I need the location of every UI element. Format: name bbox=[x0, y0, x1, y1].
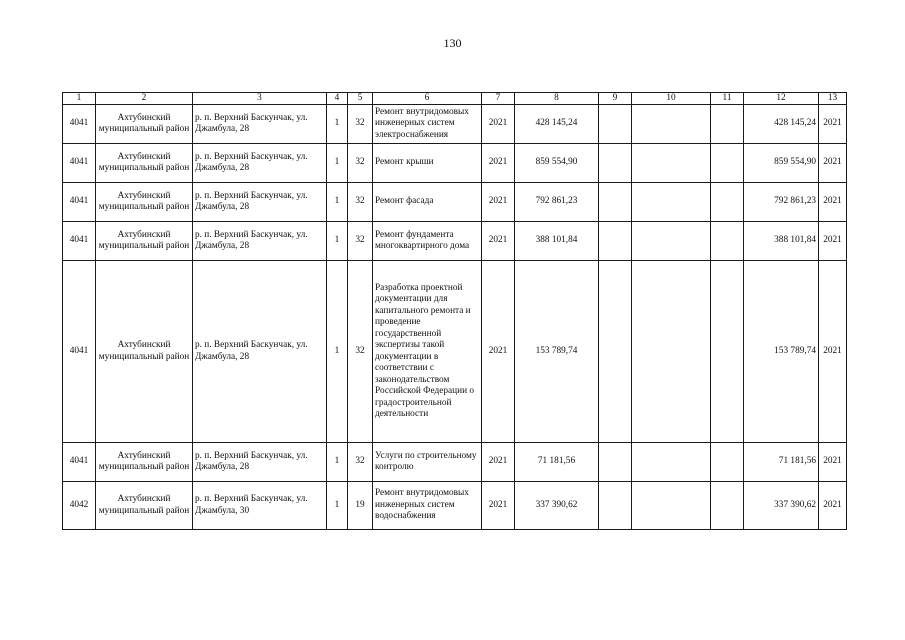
work-type-cell: Ремонт фасада bbox=[373, 183, 482, 222]
address-cell: р. п. Верхний Баскунчак, ул. Джамбула, 28 bbox=[193, 105, 327, 144]
column-header: 5 bbox=[348, 93, 373, 105]
col9-cell bbox=[599, 261, 632, 443]
table-row bbox=[63, 105, 847, 144]
col9-cell bbox=[599, 144, 632, 183]
total-cell: 153 789,74 bbox=[744, 261, 819, 443]
col9-cell bbox=[599, 443, 632, 482]
row-id: 4041 bbox=[63, 261, 96, 443]
col10-cell bbox=[632, 105, 711, 144]
cost-cell: 428 145,24 bbox=[515, 105, 599, 144]
year-end-cell: 2021 bbox=[819, 144, 847, 183]
row-id: 4041 bbox=[63, 144, 96, 183]
page-number: 130 bbox=[443, 36, 462, 50]
year-cell: 2021 bbox=[482, 105, 515, 144]
col9-cell bbox=[599, 183, 632, 222]
col5-cell: 32 bbox=[348, 443, 373, 482]
col11-cell bbox=[711, 144, 744, 183]
address-cell: р. п. Верхний Баскунчак, ул. Джамбула, 30 bbox=[193, 482, 327, 530]
address-cell: р. п. Верхний Баскунчак, ул. Джамбула, 28 bbox=[193, 144, 327, 183]
year-end-cell: 2021 bbox=[819, 222, 847, 261]
row-id: 4041 bbox=[63, 443, 96, 482]
row-id: 4041 bbox=[63, 222, 96, 261]
municipality-cell: Ахтубинский муниципальный район bbox=[96, 482, 193, 530]
year-end-cell: 2021 bbox=[819, 482, 847, 530]
col10-cell bbox=[632, 261, 711, 443]
address-cell: р. п. Верхний Баскунчак, ул. Джамбула, 28 bbox=[193, 183, 327, 222]
cost-cell: 388 101,84 bbox=[515, 222, 599, 261]
col11-cell bbox=[711, 222, 744, 261]
column-header: 13 bbox=[819, 93, 847, 105]
col5-cell: 32 bbox=[348, 183, 373, 222]
work-type-cell: Ремонт крыши bbox=[373, 144, 482, 183]
col10-cell bbox=[632, 222, 711, 261]
col4-cell: 1 bbox=[327, 222, 348, 261]
year-end-cell: 2021 bbox=[819, 443, 847, 482]
total-cell: 428 145,24 bbox=[744, 105, 819, 144]
cost-cell: 792 861,23 bbox=[515, 183, 599, 222]
total-cell: 388 101,84 bbox=[744, 222, 819, 261]
municipality-cell: Ахтубинский муниципальный район bbox=[96, 183, 193, 222]
col11-cell bbox=[711, 261, 744, 443]
table-row bbox=[63, 144, 847, 183]
column-header: 1 bbox=[63, 93, 96, 105]
address-cell: р. п. Верхний Баскунчак, ул. Джамбула, 28 bbox=[193, 222, 327, 261]
col4-cell: 1 bbox=[327, 183, 348, 222]
col5-cell: 32 bbox=[348, 261, 373, 443]
municipality-cell: Ахтубинский муниципальный район bbox=[96, 222, 193, 261]
table-row bbox=[63, 222, 847, 261]
cost-cell: 71 181,56 bbox=[515, 443, 599, 482]
col10-cell bbox=[632, 443, 711, 482]
column-header: 2 bbox=[96, 93, 193, 105]
col4-cell: 1 bbox=[327, 144, 348, 183]
column-header: 11 bbox=[711, 93, 744, 105]
col11-cell bbox=[711, 183, 744, 222]
col10-cell bbox=[632, 183, 711, 222]
col4-cell: 1 bbox=[327, 443, 348, 482]
col10-cell bbox=[632, 482, 711, 530]
col5-cell: 32 bbox=[348, 144, 373, 183]
address-cell: р. п. Верхний Баскунчак, ул. Джамбула, 28 bbox=[193, 261, 327, 443]
total-cell: 337 390,62 bbox=[744, 482, 819, 530]
col4-cell: 1 bbox=[327, 482, 348, 530]
year-cell: 2021 bbox=[482, 222, 515, 261]
row-id: 4041 bbox=[63, 105, 96, 144]
col11-cell bbox=[711, 482, 744, 530]
year-cell: 2021 bbox=[482, 443, 515, 482]
table-row bbox=[63, 183, 847, 222]
column-header: 8 bbox=[515, 93, 599, 105]
work-type-cell: Разработка проектной документации для капитального ремонта и проведение государственной экспертизы такой документации в соответствии с законодательством Российской Федерации о градостроительной деятельности bbox=[373, 261, 482, 443]
total-cell: 71 181,56 bbox=[744, 443, 819, 482]
column-header: 12 bbox=[744, 93, 819, 105]
col9-cell bbox=[599, 222, 632, 261]
column-header: 10 bbox=[632, 93, 711, 105]
col5-cell: 19 bbox=[348, 482, 373, 530]
total-cell: 792 861,23 bbox=[744, 183, 819, 222]
column-number-row bbox=[63, 93, 847, 105]
table-row bbox=[63, 443, 847, 482]
col11-cell bbox=[711, 105, 744, 144]
cost-cell: 153 789,74 bbox=[515, 261, 599, 443]
col4-cell: 1 bbox=[327, 261, 348, 443]
municipality-cell: Ахтубинский муниципальный район bbox=[96, 105, 193, 144]
municipality-cell: Ахтубинский муниципальный район bbox=[96, 443, 193, 482]
column-header: 4 bbox=[327, 93, 348, 105]
table-row bbox=[63, 261, 847, 443]
col5-cell: 32 bbox=[348, 222, 373, 261]
work-type-cell: Услуги по строительному контролю bbox=[373, 443, 482, 482]
year-end-cell: 2021 bbox=[819, 183, 847, 222]
column-header: 9 bbox=[599, 93, 632, 105]
year-end-cell: 2021 bbox=[819, 105, 847, 144]
capital-repair-table bbox=[62, 92, 847, 530]
col9-cell bbox=[599, 105, 632, 144]
work-type-cell: Ремонт внутридомовых инженерных систем электроснабжения bbox=[373, 105, 482, 144]
col5-cell: 32 bbox=[348, 105, 373, 144]
work-type-cell: Ремонт фундамента многоквартирного дома bbox=[373, 222, 482, 261]
cost-cell: 859 554,90 bbox=[515, 144, 599, 183]
col11-cell bbox=[711, 443, 744, 482]
col10-cell bbox=[632, 144, 711, 183]
total-cell: 859 554,90 bbox=[744, 144, 819, 183]
address-cell: р. п. Верхний Баскунчак, ул. Джамбула, 28 bbox=[193, 443, 327, 482]
year-cell: 2021 bbox=[482, 144, 515, 183]
row-id: 4042 bbox=[63, 482, 96, 530]
row-id: 4041 bbox=[63, 183, 96, 222]
col9-cell bbox=[599, 482, 632, 530]
year-cell: 2021 bbox=[482, 183, 515, 222]
column-header: 7 bbox=[482, 93, 515, 105]
table-row bbox=[63, 482, 847, 530]
municipality-cell: Ахтубинский муниципальный район bbox=[96, 261, 193, 443]
col4-cell: 1 bbox=[327, 105, 348, 144]
column-header: 6 bbox=[373, 93, 482, 105]
work-type-cell: Ремонт внутридомовых инженерных систем водоснабжения bbox=[373, 482, 482, 530]
cost-cell: 337 390,62 bbox=[515, 482, 599, 530]
column-header: 3 bbox=[193, 93, 327, 105]
year-end-cell: 2021 bbox=[819, 261, 847, 443]
year-cell: 2021 bbox=[482, 261, 515, 443]
municipality-cell: Ахтубинский муниципальный район bbox=[96, 144, 193, 183]
year-cell: 2021 bbox=[482, 482, 515, 530]
